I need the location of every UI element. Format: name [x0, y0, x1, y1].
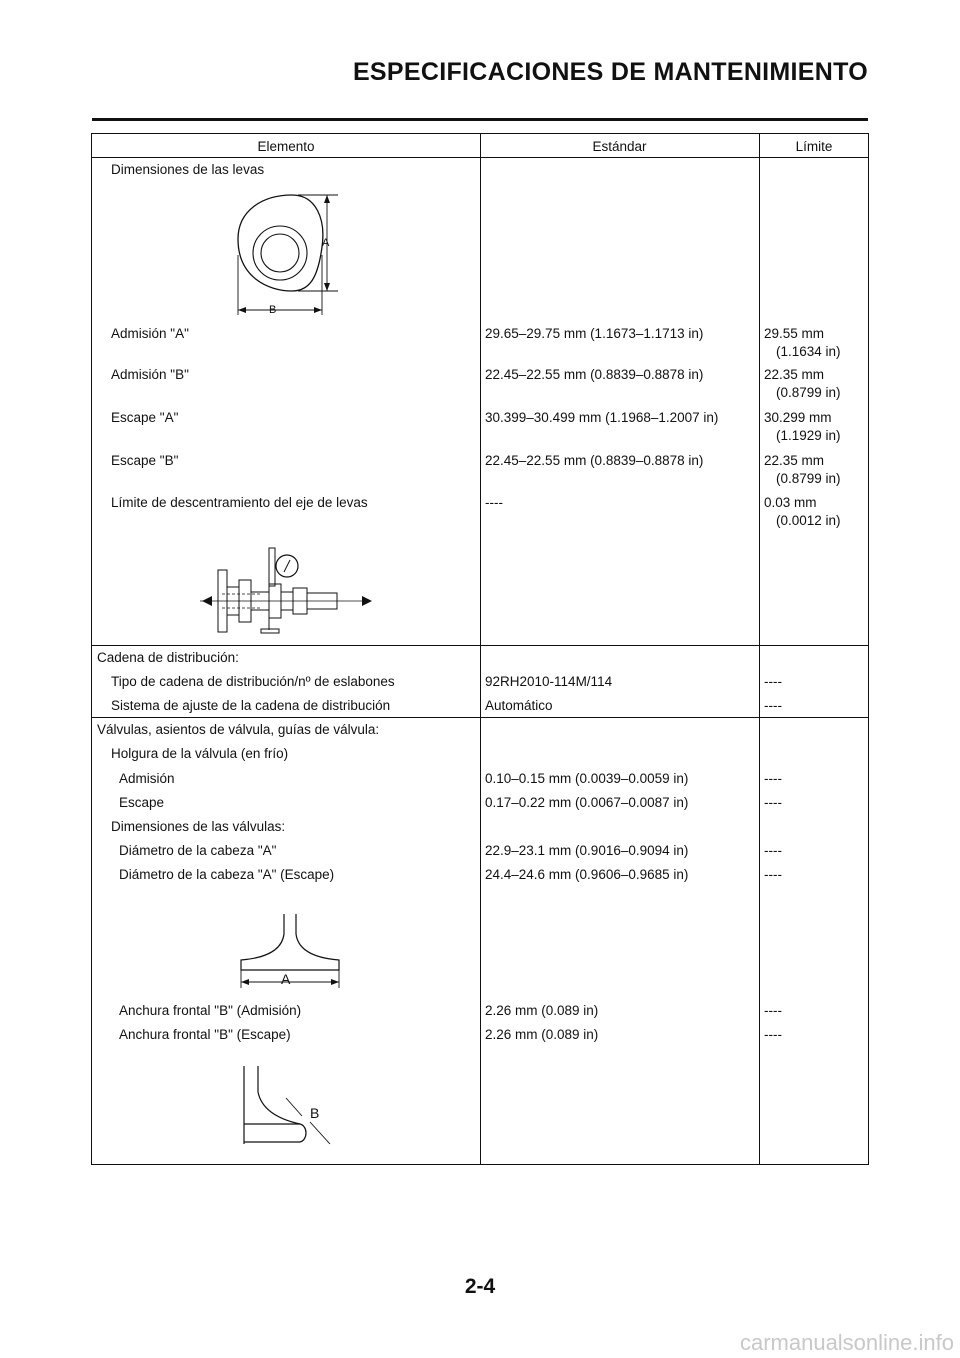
row-standard: 2.26 mm (0.089 in) — [485, 1003, 599, 1018]
row-limit: 22.35 mm — [764, 367, 825, 382]
row-limit-inch: (1.1634 in) — [776, 344, 841, 359]
row-item: Escape "A" — [111, 410, 179, 425]
row-limit: ---- — [764, 843, 782, 858]
row-standard: 0.10–0.15 mm (0.0039–0.0059 in) — [485, 771, 689, 786]
row-standard: 92RH2010-114M/114 — [485, 674, 613, 689]
valve-label-a: A — [281, 971, 291, 987]
cam-label-a: A — [322, 237, 330, 249]
column-header-limit: Límite — [795, 139, 833, 154]
row-item: Admisión "B" — [111, 367, 189, 382]
valve-face-diagram — [238, 1064, 338, 1146]
row-standard: 29.65–29.75 mm (1.1673–1.1713 in) — [485, 326, 704, 341]
header-rule — [92, 157, 868, 158]
row-standard: 24.4–24.6 mm (0.9606–0.9685 in) — [485, 867, 689, 882]
row-item: Diámetro de la cabeza "A" — [119, 843, 277, 858]
column-divider — [759, 134, 760, 1164]
row-limit-inch: (1.1929 in) — [776, 428, 841, 443]
row-item: Tipo de cadena de distribución/nº de eslabones — [111, 674, 395, 689]
section-rule — [92, 645, 868, 646]
row-limit-inch: (0.8799 in) — [776, 471, 841, 486]
row-limit: ---- — [764, 1027, 782, 1042]
row-standard: 22.45–22.55 mm (0.8839–0.8878 in) — [485, 453, 704, 468]
row-limit-inch: (0.8799 in) — [776, 385, 841, 400]
row-standard: ---- — [485, 495, 503, 510]
row-limit: ---- — [764, 674, 782, 689]
row-standard: 0.17–0.22 mm (0.0067–0.0087 in) — [485, 795, 689, 810]
page-number: 2-4 — [464, 1275, 496, 1298]
row-limit: 22.35 mm — [764, 453, 825, 468]
row-standard: 22.45–22.55 mm (0.8839–0.8878 in) — [485, 367, 704, 382]
row-limit: 0.03 mm — [764, 495, 817, 510]
column-divider — [480, 134, 481, 1164]
cam-lobe-diagram — [232, 189, 352, 319]
camshaft-runout-diagram — [200, 542, 380, 637]
row-limit: ---- — [764, 771, 782, 786]
section-heading: Cadena de distribución: — [97, 650, 239, 665]
row-standard: 2.26 mm (0.089 in) — [485, 1027, 599, 1042]
row-item: Diámetro de la cabeza "A" (Escape) — [119, 867, 335, 882]
row-item: Escape — [119, 795, 165, 810]
section-rule — [92, 717, 868, 718]
watermark: carmanualsonline.info — [739, 1330, 954, 1355]
column-header-standard: Estándar — [592, 139, 647, 154]
row-limit: ---- — [764, 867, 782, 882]
valve-label-b: B — [310, 1105, 320, 1121]
row-item: Holgura de la válvula (en frío) — [111, 746, 289, 761]
row-item: Admisión "A" — [111, 326, 189, 341]
row-limit: ---- — [764, 1003, 782, 1018]
row-limit: 29.55 mm — [764, 326, 825, 341]
section-heading: Válvulas, asientos de válvula, guías de válvula: — [97, 722, 380, 737]
row-item: Sistema de ajuste de la cadena de distribución — [111, 698, 391, 713]
row-item: Anchura frontal "B" (Escape) — [119, 1027, 291, 1042]
row-item: Dimensiones de las levas — [111, 162, 265, 177]
row-item: Límite de descentramiento del eje de levas — [111, 495, 368, 510]
row-limit-inch: (0.0012 in) — [776, 513, 841, 528]
row-item: Anchura frontal "B" (Admisión) — [119, 1003, 302, 1018]
page-title: ESPECIFICACIONES DE MANTENIMIENTO — [352, 58, 868, 86]
column-header-item: Elemento — [257, 139, 315, 154]
row-item: Dimensiones de las válvulas: — [111, 819, 286, 834]
row-limit: ---- — [764, 795, 782, 810]
row-standard: 22.9–23.1 mm (0.9016–0.9094 in) — [485, 843, 689, 858]
row-limit: 30.299 mm — [764, 410, 832, 425]
spec-table — [91, 133, 869, 1165]
row-standard: 30.399–30.499 mm (1.1968–1.2007 in) — [485, 410, 719, 425]
row-standard: Automático — [485, 698, 553, 713]
row-limit: ---- — [764, 698, 782, 713]
valve-head-diagram — [236, 912, 346, 992]
row-item: Admisión — [119, 771, 175, 786]
cam-label-b: B — [269, 304, 277, 316]
row-item: Escape "B" — [111, 453, 179, 468]
title-rule — [92, 118, 868, 121]
